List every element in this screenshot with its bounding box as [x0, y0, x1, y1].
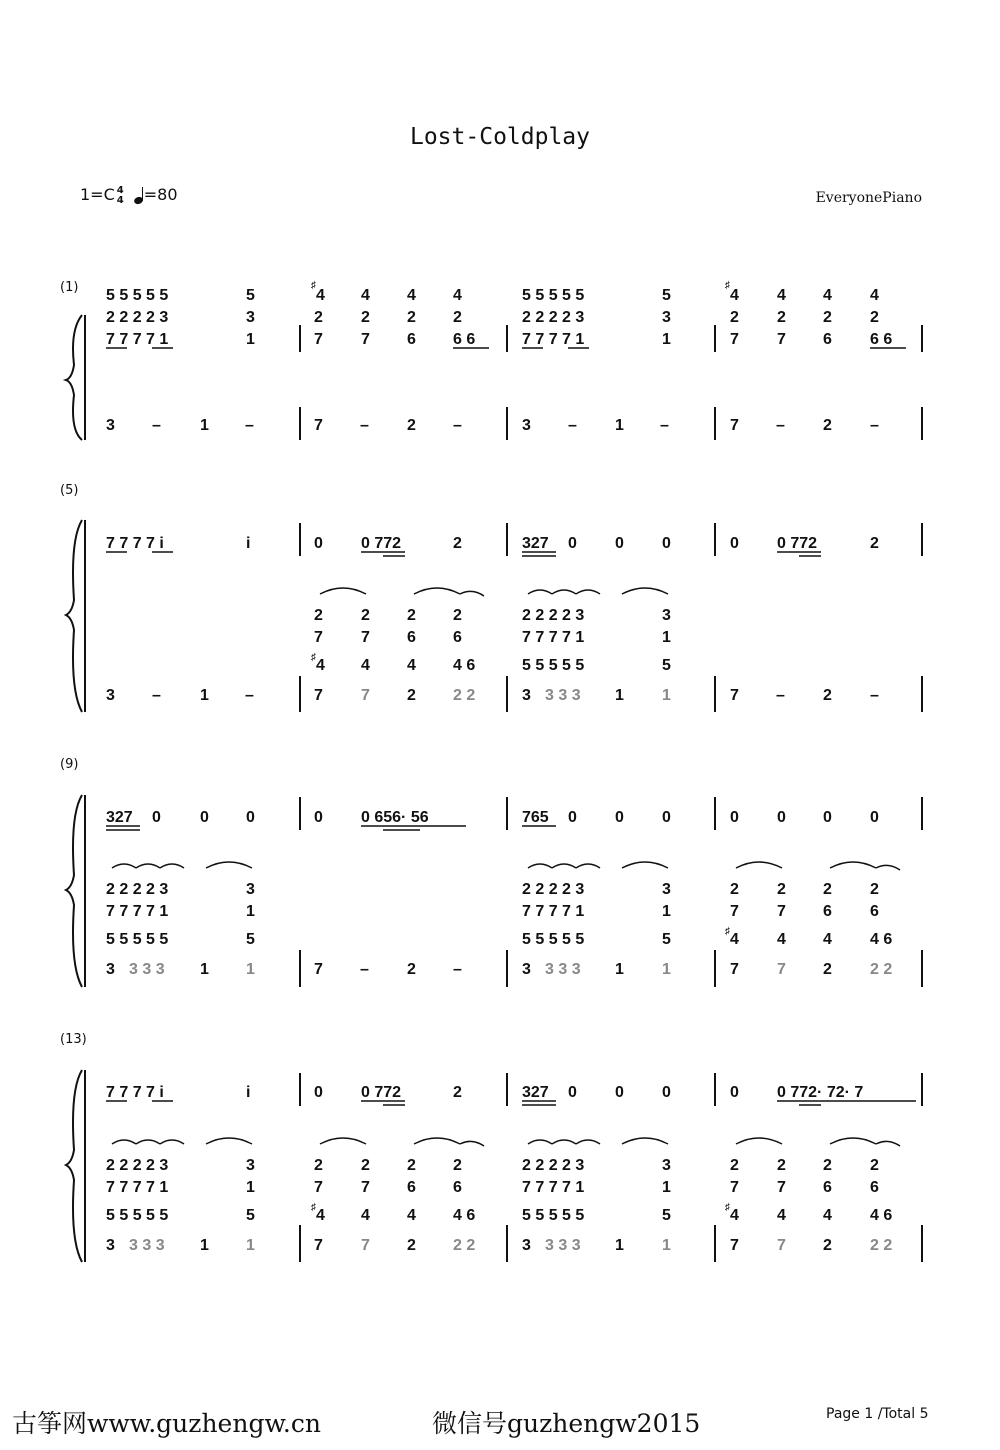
key-prefix: 1=C — [80, 185, 115, 204]
svg-text:7 7 7 7 1: 7 7 7 7 1 — [106, 331, 169, 348]
svg-text:0: 0 — [615, 535, 624, 552]
svg-text:2: 2 — [407, 1237, 416, 1254]
measure-number-9: (9) — [60, 757, 79, 772]
svg-text:1: 1 — [662, 1237, 671, 1254]
svg-text:0: 0 — [568, 1084, 577, 1101]
svg-text:4 6: 4 6 — [870, 1207, 893, 1224]
svg-text:2: 2 — [407, 1157, 416, 1174]
svg-text:1: 1 — [662, 903, 671, 920]
svg-text:7: 7 — [730, 1179, 739, 1196]
svg-text:2: 2 — [777, 1157, 786, 1174]
svg-text:3: 3 — [246, 309, 255, 326]
svg-text:7 7 7 7 1: 7 7 7 7 1 — [522, 903, 585, 920]
svg-text:5: 5 — [662, 1207, 671, 1224]
measure-number-5: (5) — [60, 483, 79, 498]
svg-text:4: 4 — [316, 657, 325, 674]
svg-text:5: 5 — [246, 1207, 255, 1224]
svg-text:1: 1 — [662, 687, 671, 704]
svg-text:4: 4 — [316, 1207, 325, 1224]
svg-text:3: 3 — [662, 1157, 671, 1174]
svg-text:1: 1 — [200, 1237, 209, 1254]
svg-text:3: 3 — [662, 881, 671, 898]
svg-text:1: 1 — [200, 687, 209, 704]
svg-text:7 7 7 7 1: 7 7 7 7 1 — [522, 629, 585, 646]
svg-text:–: – — [360, 417, 369, 434]
svg-text:0: 0 — [200, 809, 209, 826]
svg-text:5 5 5 5 5: 5 5 5 5 5 — [522, 931, 585, 948]
svg-text:2 2: 2 2 — [453, 1237, 476, 1254]
svg-text:–: – — [152, 417, 161, 434]
svg-text:5 5 5 5 5: 5 5 5 5 5 — [106, 1207, 169, 1224]
svg-text:0: 0 — [730, 809, 739, 826]
svg-text:5 5 5 5 5: 5 5 5 5 5 — [522, 1207, 585, 1224]
svg-text:7 7 7 7 1: 7 7 7 7 1 — [522, 1179, 585, 1196]
svg-text:♯: ♯ — [311, 280, 316, 291]
svg-text:2: 2 — [823, 1237, 832, 1254]
svg-text:2: 2 — [870, 535, 879, 552]
svg-text:1: 1 — [246, 961, 255, 978]
svg-text:7: 7 — [730, 331, 739, 348]
svg-text:1: 1 — [246, 1179, 255, 1196]
svg-text:4: 4 — [453, 287, 462, 304]
svg-text:2: 2 — [314, 309, 323, 326]
svg-text:1: 1 — [615, 1237, 624, 1254]
svg-text:3 3 3: 3 3 3 — [129, 1237, 165, 1254]
svg-text:2: 2 — [407, 417, 416, 434]
svg-text:2: 2 — [730, 309, 739, 326]
svg-text:4: 4 — [407, 287, 416, 304]
svg-text:2: 2 — [361, 607, 370, 624]
svg-text:7: 7 — [361, 687, 370, 704]
svg-text:1: 1 — [662, 961, 671, 978]
svg-text:2 2: 2 2 — [870, 1237, 893, 1254]
svg-text:3: 3 — [662, 309, 671, 326]
svg-text:0: 0 — [246, 809, 255, 826]
svg-text:4: 4 — [730, 287, 739, 304]
svg-text:0: 0 — [662, 809, 671, 826]
svg-text:1: 1 — [615, 417, 624, 434]
svg-text:7: 7 — [777, 1237, 786, 1254]
svg-text:0 772: 0 772 — [361, 535, 402, 552]
svg-text:2: 2 — [453, 1157, 462, 1174]
svg-text:4: 4 — [777, 931, 786, 948]
svg-text:3: 3 — [106, 961, 115, 978]
svg-text:–: – — [776, 687, 785, 704]
svg-text:2: 2 — [870, 1157, 879, 1174]
svg-text:4: 4 — [730, 1207, 739, 1224]
svg-text:5 5 5 5 5: 5 5 5 5 5 — [522, 287, 585, 304]
svg-text:1: 1 — [200, 417, 209, 434]
svg-text:0: 0 — [870, 809, 879, 826]
svg-text:0 772· 72· 7: 0 772· 72· 7 — [777, 1084, 864, 1101]
svg-text:7: 7 — [361, 1237, 370, 1254]
svg-text:2: 2 — [823, 961, 832, 978]
svg-text:4 6: 4 6 — [453, 1207, 476, 1224]
svg-text:3 3 3: 3 3 3 — [545, 961, 581, 978]
svg-text:7: 7 — [777, 961, 786, 978]
svg-text:3: 3 — [246, 1157, 255, 1174]
svg-text:7: 7 — [361, 629, 370, 646]
svg-text:–: – — [660, 417, 669, 434]
svg-text:4: 4 — [407, 657, 416, 674]
svg-text:2: 2 — [407, 961, 416, 978]
svg-text:5 5 5 5 5: 5 5 5 5 5 — [522, 657, 585, 674]
svg-text:6: 6 — [453, 1179, 462, 1196]
svg-text:1: 1 — [200, 961, 209, 978]
svg-text:0: 0 — [823, 809, 832, 826]
svg-text:0: 0 — [314, 809, 323, 826]
svg-text:2: 2 — [870, 309, 879, 326]
svg-text:i: i — [246, 535, 251, 552]
arranger-credit: EveryonePiano — [815, 190, 922, 206]
svg-text:7 7 7 7 1: 7 7 7 7 1 — [106, 903, 169, 920]
svg-text:7: 7 — [314, 961, 323, 978]
svg-text:0: 0 — [314, 1084, 323, 1101]
svg-text:6: 6 — [870, 903, 879, 920]
svg-text:2: 2 — [407, 607, 416, 624]
svg-text:2: 2 — [453, 607, 462, 624]
watermark-site: 古筝网www.guzhengw.cn — [12, 1409, 321, 1438]
brace-icon — [66, 1070, 82, 1262]
svg-text:7: 7 — [361, 331, 370, 348]
svg-text:4: 4 — [823, 931, 832, 948]
svg-text:1: 1 — [662, 629, 671, 646]
svg-text:4: 4 — [361, 1207, 370, 1224]
svg-text:5 5 5 5 5: 5 5 5 5 5 — [106, 287, 169, 304]
svg-text:7 7 7 7 i: 7 7 7 7 i — [106, 535, 164, 552]
svg-text:4: 4 — [777, 287, 786, 304]
svg-text:327: 327 — [106, 809, 133, 826]
svg-text:0 656· 56: 0 656· 56 — [361, 809, 429, 826]
svg-text:2: 2 — [730, 1157, 739, 1174]
svg-text:0: 0 — [615, 809, 624, 826]
svg-text:2: 2 — [453, 309, 462, 326]
svg-text:4: 4 — [823, 287, 832, 304]
svg-text:0: 0 — [314, 535, 323, 552]
svg-text:0 772: 0 772 — [361, 1084, 402, 1101]
svg-text:–: – — [453, 417, 462, 434]
svg-text:5: 5 — [246, 931, 255, 948]
song-title: Lost-Coldplay — [409, 124, 590, 150]
svg-text:4: 4 — [361, 287, 370, 304]
svg-text:2: 2 — [361, 1157, 370, 1174]
svg-text:7 7 7 7 1: 7 7 7 7 1 — [106, 1179, 169, 1196]
svg-text:–: – — [776, 417, 785, 434]
svg-text:0: 0 — [662, 1084, 671, 1101]
svg-text:4: 4 — [777, 1207, 786, 1224]
svg-text:7: 7 — [361, 1179, 370, 1196]
svg-text:7: 7 — [730, 903, 739, 920]
svg-text:7: 7 — [314, 417, 323, 434]
svg-text:3: 3 — [522, 417, 531, 434]
svg-text:–: – — [870, 417, 879, 434]
svg-text:2 2 2 2 3: 2 2 2 2 3 — [106, 881, 169, 898]
svg-text:2: 2 — [453, 535, 462, 552]
svg-text:7: 7 — [314, 1179, 323, 1196]
svg-text:4: 4 — [361, 657, 370, 674]
svg-text:3: 3 — [246, 881, 255, 898]
svg-text:7: 7 — [730, 961, 739, 978]
svg-text:6: 6 — [407, 331, 416, 348]
svg-text:4 6: 4 6 — [870, 931, 893, 948]
svg-text:–: – — [568, 417, 577, 434]
svg-text:0: 0 — [730, 535, 739, 552]
svg-text:1: 1 — [662, 331, 671, 348]
svg-text:2: 2 — [777, 881, 786, 898]
svg-text:0: 0 — [568, 535, 577, 552]
svg-text:765: 765 — [522, 809, 549, 826]
svg-text:2: 2 — [823, 881, 832, 898]
svg-text:3: 3 — [106, 687, 115, 704]
time-beats: 4 — [116, 184, 124, 196]
svg-text:3 3 3: 3 3 3 — [129, 961, 165, 978]
svg-text:5: 5 — [662, 657, 671, 674]
svg-text:2: 2 — [870, 881, 879, 898]
watermark-wechat: 微信号guzhengw2015 — [432, 1409, 701, 1438]
svg-text:0: 0 — [152, 809, 161, 826]
svg-text:327: 327 — [522, 535, 549, 552]
svg-text:2 2 2 2 3: 2 2 2 2 3 — [522, 309, 585, 326]
svg-text:6: 6 — [453, 629, 462, 646]
svg-text:7: 7 — [777, 1179, 786, 1196]
svg-text:3: 3 — [522, 1237, 531, 1254]
svg-text:2: 2 — [823, 687, 832, 704]
svg-text:7: 7 — [730, 417, 739, 434]
svg-text:3: 3 — [106, 1237, 115, 1254]
svg-text:2 2 2 2 3: 2 2 2 2 3 — [522, 881, 585, 898]
svg-text:1: 1 — [246, 903, 255, 920]
svg-text:0: 0 — [568, 809, 577, 826]
svg-text:327: 327 — [522, 1084, 549, 1101]
svg-text:4: 4 — [870, 287, 879, 304]
svg-text:4: 4 — [730, 931, 739, 948]
svg-text:4: 4 — [316, 287, 325, 304]
page-number: Page 1 /Total 5 — [826, 1406, 929, 1422]
svg-text:7: 7 — [730, 1237, 739, 1254]
svg-text:2: 2 — [314, 607, 323, 624]
svg-text:2: 2 — [777, 309, 786, 326]
svg-text:2: 2 — [823, 1157, 832, 1174]
svg-text:6 6: 6 6 — [870, 331, 893, 348]
svg-text:2 2: 2 2 — [453, 687, 476, 704]
svg-text:–: – — [360, 961, 369, 978]
svg-text:6: 6 — [870, 1179, 879, 1196]
svg-text:6: 6 — [407, 1179, 416, 1196]
svg-text:1: 1 — [615, 687, 624, 704]
svg-text:2: 2 — [453, 1084, 462, 1101]
svg-text:2 2: 2 2 — [870, 961, 893, 978]
svg-text:2 2 2 2 3: 2 2 2 2 3 — [106, 309, 169, 326]
time-beat-unit: 4 — [116, 194, 124, 206]
svg-text:3: 3 — [522, 687, 531, 704]
svg-text:5: 5 — [662, 287, 671, 304]
svg-text:6: 6 — [407, 629, 416, 646]
svg-text:i: i — [246, 1084, 251, 1101]
svg-text:4 6: 4 6 — [453, 657, 476, 674]
svg-text:7: 7 — [314, 687, 323, 704]
svg-text:–: – — [453, 961, 462, 978]
svg-text:0: 0 — [777, 809, 786, 826]
svg-text:6: 6 — [823, 331, 832, 348]
svg-text:3: 3 — [106, 417, 115, 434]
svg-text:7 7 7 7 1: 7 7 7 7 1 — [522, 331, 585, 348]
svg-text:2: 2 — [407, 309, 416, 326]
svg-text:3 3 3: 3 3 3 — [545, 687, 581, 704]
svg-text:1: 1 — [246, 331, 255, 348]
svg-text:4: 4 — [407, 1207, 416, 1224]
svg-text:2: 2 — [730, 881, 739, 898]
svg-text:–: – — [870, 687, 879, 704]
svg-text:–: – — [152, 687, 161, 704]
svg-text:6 6: 6 6 — [453, 331, 476, 348]
svg-text:2: 2 — [823, 309, 832, 326]
svg-text:♯: ♯ — [311, 652, 316, 663]
svg-text:0: 0 — [730, 1084, 739, 1101]
svg-text:7: 7 — [777, 903, 786, 920]
svg-text:5: 5 — [662, 931, 671, 948]
svg-text:3 3 3: 3 3 3 — [545, 1237, 581, 1254]
svg-text:3: 3 — [662, 607, 671, 624]
svg-text:7: 7 — [314, 331, 323, 348]
svg-text:7: 7 — [777, 331, 786, 348]
svg-text:–: – — [245, 687, 254, 704]
svg-text:3: 3 — [522, 961, 531, 978]
svg-text:7: 7 — [314, 629, 323, 646]
svg-text:6: 6 — [823, 1179, 832, 1196]
svg-text:0: 0 — [662, 535, 671, 552]
svg-text:♯: ♯ — [725, 926, 730, 937]
svg-text:2: 2 — [823, 417, 832, 434]
measure-number-1: (1) — [60, 280, 79, 295]
svg-text:2 2 2 2 3: 2 2 2 2 3 — [522, 607, 585, 624]
svg-text:2: 2 — [407, 687, 416, 704]
svg-text:2 2 2 2 3: 2 2 2 2 3 — [106, 1157, 169, 1174]
tempo-value: =80 — [143, 185, 178, 204]
svg-text:1: 1 — [246, 1237, 255, 1254]
svg-text:5: 5 — [246, 287, 255, 304]
svg-text:0 772: 0 772 — [777, 535, 818, 552]
svg-text:5 5 5 5 5: 5 5 5 5 5 — [106, 931, 169, 948]
svg-text:♯: ♯ — [311, 1202, 316, 1213]
measure-number-13: (13) — [60, 1032, 87, 1047]
svg-text:♯: ♯ — [725, 1202, 730, 1213]
svg-text:6: 6 — [823, 903, 832, 920]
svg-text:1: 1 — [615, 961, 624, 978]
svg-text:–: – — [245, 417, 254, 434]
svg-text:1: 1 — [662, 1179, 671, 1196]
svg-text:2 2 2 2 3: 2 2 2 2 3 — [522, 1157, 585, 1174]
svg-text:7: 7 — [314, 1237, 323, 1254]
svg-text:0: 0 — [615, 1084, 624, 1101]
svg-text:2: 2 — [361, 309, 370, 326]
svg-text:4: 4 — [823, 1207, 832, 1224]
svg-text:2: 2 — [314, 1157, 323, 1174]
svg-text:7: 7 — [730, 687, 739, 704]
svg-text:7 7 7 7 i: 7 7 7 7 i — [106, 1084, 164, 1101]
svg-text:♯: ♯ — [725, 280, 730, 291]
